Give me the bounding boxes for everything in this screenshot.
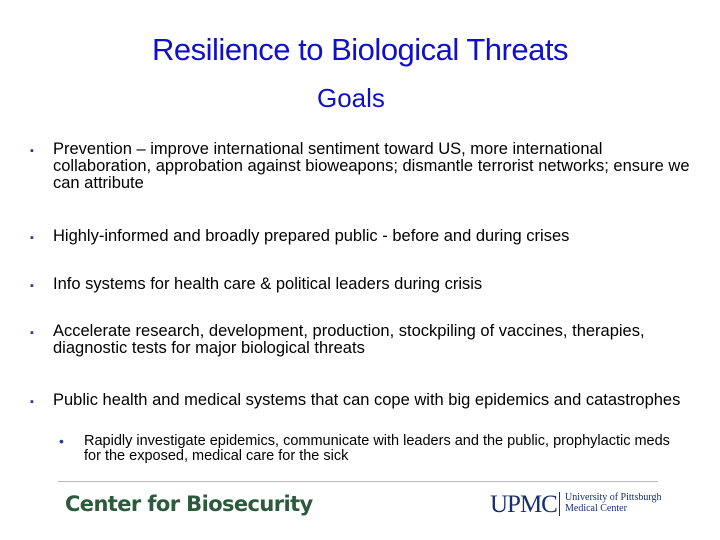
upmc-logo-subtitle: University of Pittsburgh Medical Center xyxy=(565,492,662,514)
bullet-text: Accelerate research, development, production, stockpiling of vaccines, therapies, diagnostic tests for major biological threats xyxy=(53,322,645,357)
bullet-text: Prevention – improve international sentiment toward US, more international collaboration, approbation against bioweapons; dismantle terrorist networks; ensure we can attribute xyxy=(53,140,690,192)
slide-title: Resilience to Biological Threats xyxy=(152,32,568,67)
footer-divider xyxy=(58,481,658,482)
upmc-logo-divider xyxy=(559,492,560,516)
bullet-marker-icon: ▪ xyxy=(30,396,34,408)
bullet-text: Public health and medical systems that can cope with big epidemics and catastrophes xyxy=(53,391,681,409)
slide-subtitle: Goals xyxy=(317,83,385,113)
bullet-text: Highly-informed and broadly prepared public - before and during crises xyxy=(53,227,570,245)
center-for-biosecurity-logo: Center for Biosecurity xyxy=(65,492,313,516)
bullet-marker-icon: ▪ xyxy=(30,327,34,339)
bullet-text: Info systems for health care & political leaders during crisis xyxy=(53,275,483,293)
bullet-marker-icon: ▪ xyxy=(30,232,34,244)
bullet-marker-icon: ▪ xyxy=(30,145,34,157)
sub-bullet-text: Rapidly investigate epidemics, communicate with leaders and the public, prophylactic meds for the exposed, medical care for the sick xyxy=(84,433,670,464)
sub-bullet-marker-icon: • xyxy=(59,433,64,449)
bullet-marker-icon: ▪ xyxy=(30,280,34,292)
upmc-logo: UPMC xyxy=(490,491,557,518)
